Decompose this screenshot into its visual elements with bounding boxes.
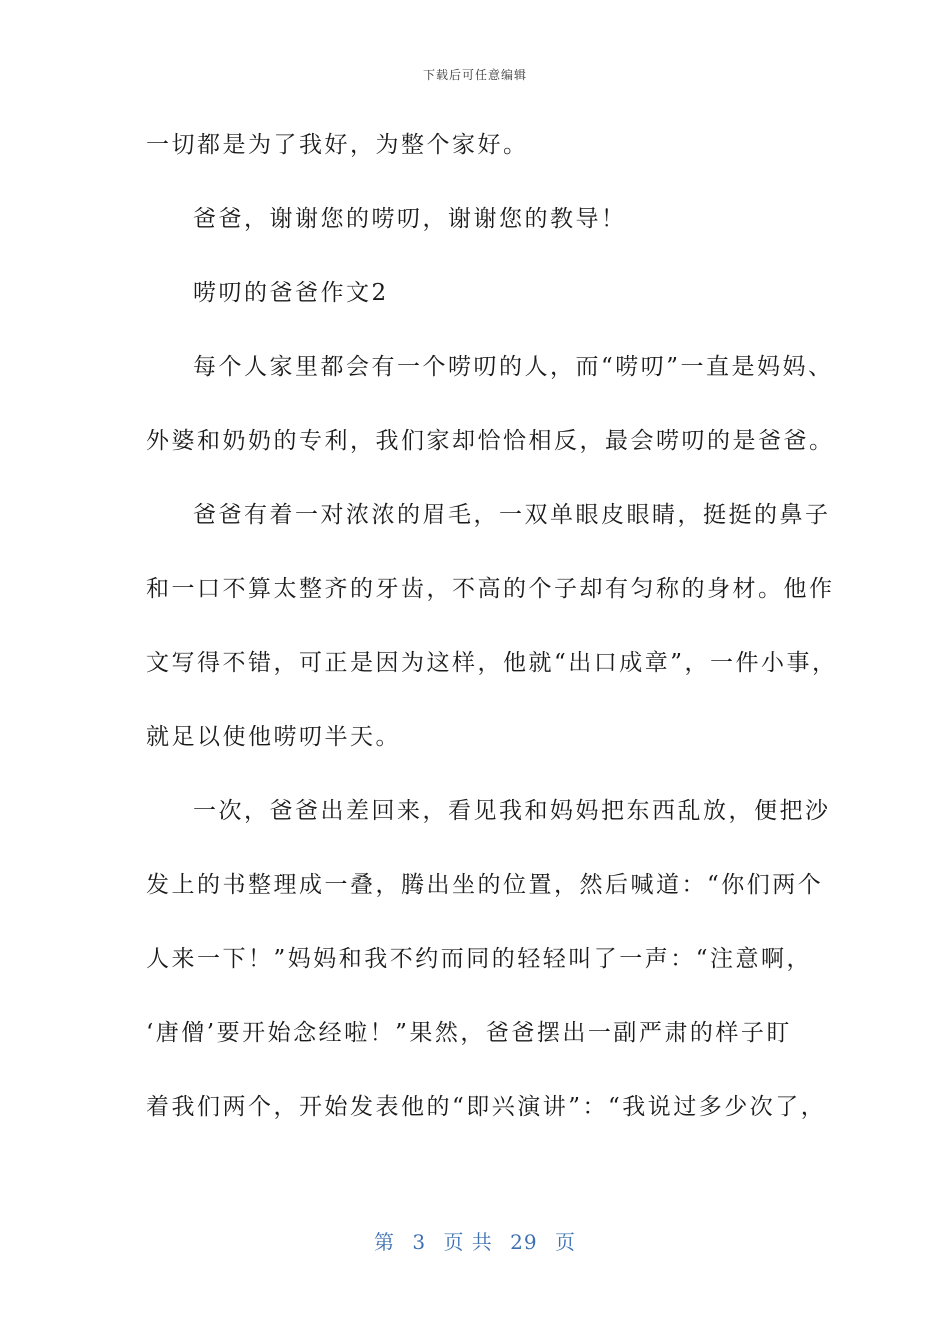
document-body (146, 125, 838, 1161)
section-title: 唠叨的爸爸作文2 (193, 280, 389, 306)
text-line: 就足以使他唠叨半天。 (146, 724, 401, 750)
current-page-number: 3 (412, 1230, 427, 1254)
text-line: 文写得不错，可正是因为这样，他就“出口成章”，一件小事， (146, 650, 838, 676)
text-line: 一切都是为了我好，为整个家好。 (146, 132, 529, 158)
text-line: 一次，爸爸出差回来，看见我和妈妈把东西乱放，便把沙 (193, 798, 831, 824)
text-line: 爸爸有着一对浓浓的眉毛，一双单眼皮眼睛，挺挺的鼻子 (193, 502, 831, 528)
text-line: ‘唐僧’要开始念经啦！”果然，爸爸摆出一副严肃的样子盯 (146, 1020, 792, 1046)
footer-middle: 页 共 (443, 1230, 493, 1254)
text-line: 人来一下！”妈妈和我不约而同的轻轻叫了一声：“注意啊， (146, 946, 813, 972)
text-line: 外婆和奶奶的专利，我们家却恰恰相反，最会唠叨的是爸爸。 (146, 428, 835, 454)
footer-prefix: 第 (374, 1230, 395, 1254)
text-line: 和一口不算太整齐的牙齿，不高的个子却有匀称的身材。他作 (146, 576, 835, 602)
page-footer (0, 1226, 950, 1255)
text-line: 着我们两个，开始发表他的“即兴演讲”：“我说过多少次了， (146, 1094, 827, 1120)
text-line: 爸爸，谢谢您的唠叨，谢谢您的教导！ (193, 206, 627, 232)
header-note: 下载后可任意编辑 (422, 68, 527, 82)
text-line: 每个人家里都会有一个唠叨的人，而“唠叨”一直是妈妈、 (193, 354, 834, 380)
total-pages: 29 (510, 1230, 538, 1254)
text-line: 发上的书整理成一叠，腾出坐的位置，然后喊道：“你们两个 (146, 872, 824, 898)
footer-suffix: 页 (554, 1230, 576, 1254)
